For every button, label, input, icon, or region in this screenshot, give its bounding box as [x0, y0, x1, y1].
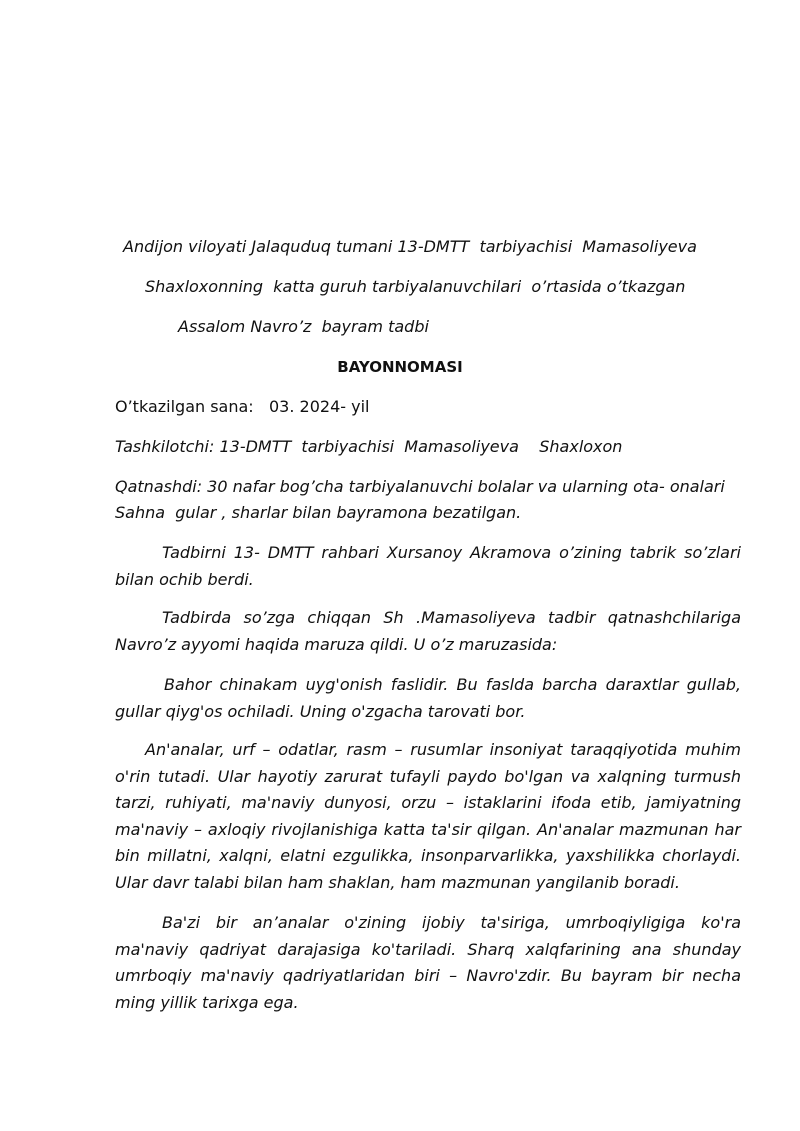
paragraph-navruz: Ba'zi bir an’analar o'zining ijobiy ta'siriga, umrboqiyligiga ko'ra ma'naviy qadriyat darajasiga ko'tariladi. Sharq xalqfarining ana shunday umrboqiy ma'naviy qadriyatlaridan biri – Navro'zdir. Bu bayram bir necha ming yillik tarixga ega. — [115, 913, 741, 1012]
header-line-3: Assalom Navro’z bayram tadbi — [178, 317, 429, 336]
header-line-1: Andijon viloyati Jalaquduq tumani 13-DMTT tarbiyachisi Mamasoliyeva — [123, 237, 697, 256]
date-label: O’tkazilgan sana: — [115, 397, 254, 416]
paragraph-traditions: An'analar, urf – odatlar, rasm – rusumlar insoniyat taraqqiyotida muhim o'rin tutadi. Ular hayotiy zarurat tufayli paydo bo'lgan va xalqning turmush tarzi, ruhiyati, ma'naviy dunyosi, orzu – istaklarini ifoda etib, jamiyatning ma'naviy – axloqiy rivojlanishiga katta ta'sir qilgan. An'analar mazmunan har bin millatni, xalqni, elatni ezgulikka, insonparvarlikka, yaxshilikka chorlaydi. Ular davr talabi bilan ham shaklan, ham mazmunan yangilanib boradi. — [115, 740, 741, 892]
decoration-line: Sahna gular , sharlar bilan bayramona bezatilgan. — [115, 503, 522, 522]
paragraph-spring: Bahor chinakam uyg'onish faslidir. Bu faslda barcha daraxtlar gullab, gullar qiyg'os ochiladi. Uning o'zgacha tarovati bor. — [115, 675, 741, 721]
header-line-2: Shaxloxonning katta guruh tarbiyalanuvchilari o’rtasida o’tkazgan — [145, 277, 686, 296]
participants-line: Qatnashdi: 30 nafar bog’cha tarbiyalanuvchi bolalar va ularning ota- onalari — [115, 477, 725, 496]
date-value: 03. 2024- yil — [269, 397, 370, 416]
document-title: BAYONNOMASI — [337, 358, 463, 376]
paragraph-speech: Tadbirda so’zga chiqqan Sh .Mamasoliyeva tadbir qatnashchilariga Navro’z ayyomi haqida maruza qildi. U o’z maruzasida: — [115, 608, 741, 654]
paragraph-opening: Tadbirni 13- DMTT rahbari Xursanoy Akramova o’zining tabrik so’zlari bilan ochib berdi. — [115, 543, 741, 589]
organizer-line: Tashkilotchi: 13-DMTT tarbiyachisi Mamasoliyeva Shaxloxon — [115, 437, 623, 456]
